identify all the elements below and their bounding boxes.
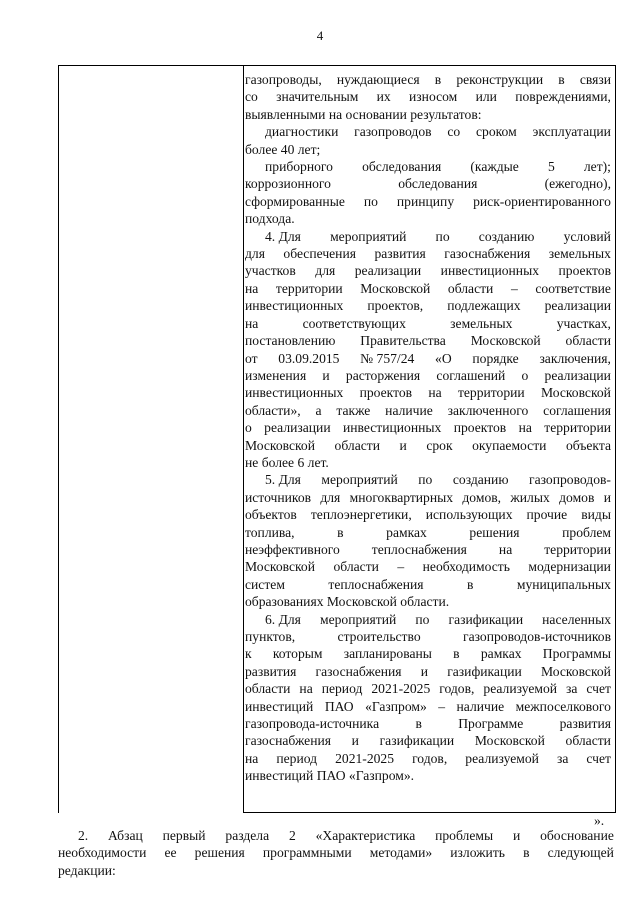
word: по <box>363 193 378 209</box>
table-column-divider <box>243 66 244 813</box>
word: газоснабжения <box>315 663 402 679</box>
word: земельных <box>450 315 513 331</box>
word: и <box>420 663 429 679</box>
word: газификации <box>448 611 524 627</box>
word: в <box>466 576 474 592</box>
word: обследования <box>398 176 478 192</box>
word: первый <box>162 828 206 843</box>
word: Московской <box>360 280 431 296</box>
text-line <box>245 732 611 749</box>
table-cell-text <box>245 71 611 785</box>
word: систем <box>245 576 285 592</box>
word: источников <box>245 489 312 505</box>
word: газоснабжения <box>245 733 332 749</box>
word: 6. Для <box>265 611 301 627</box>
word: подхода. <box>245 211 295 227</box>
text-line <box>245 210 611 227</box>
word: развития <box>374 246 426 262</box>
text-line <box>58 862 614 879</box>
text-line <box>245 175 611 192</box>
word: неэффективного <box>245 541 340 557</box>
word: необходимости <box>58 845 147 861</box>
word: 4. Для <box>265 228 301 244</box>
word: «О <box>435 350 452 366</box>
word: реализуемой <box>483 681 558 697</box>
word: и <box>351 733 359 749</box>
text-line <box>245 593 611 610</box>
word: реализуемой <box>465 750 539 766</box>
word: со <box>447 124 461 140</box>
word: соответствие <box>535 280 611 296</box>
word: объектов <box>245 507 297 523</box>
word: домов, <box>462 489 502 505</box>
word: износом <box>409 89 458 105</box>
word: территории <box>275 280 343 296</box>
text-line <box>245 680 611 697</box>
word: раздела <box>225 828 270 843</box>
word: инвестиционных <box>440 263 540 279</box>
word: ее <box>164 845 177 861</box>
word: выявленными на основании результатов: <box>245 106 482 122</box>
word: более 40 лет; <box>245 141 321 157</box>
word: редакции: <box>58 862 116 878</box>
word: связи <box>579 72 611 87</box>
word: объекта <box>565 437 611 453</box>
word: необходимость <box>422 559 510 575</box>
text-line <box>245 698 611 715</box>
word: о <box>245 420 252 436</box>
word: приборного <box>265 159 333 175</box>
word: за <box>556 750 569 766</box>
word: и <box>322 367 330 383</box>
word: методами» <box>369 845 433 861</box>
word: срок <box>426 437 453 453</box>
word: газификации <box>447 663 522 679</box>
word: обследования <box>362 159 442 175</box>
text-line <box>58 827 614 844</box>
word: мероприятий <box>321 472 398 488</box>
text-line <box>245 141 611 158</box>
word: счет <box>586 750 611 766</box>
word: проектов, <box>367 298 424 314</box>
word: теплоснабжения <box>328 576 424 592</box>
text-line <box>245 524 611 541</box>
word: Московской <box>540 663 611 679</box>
word: «Характеристика <box>315 828 416 843</box>
word: на <box>498 541 513 557</box>
word: для <box>315 263 336 279</box>
word: Московской <box>474 733 545 749</box>
text-line <box>245 350 611 367</box>
word: для <box>320 489 341 505</box>
word: области <box>565 733 611 749</box>
word: Программы <box>542 646 611 662</box>
word: реализации <box>544 367 611 383</box>
word: инвестиционных <box>245 385 344 401</box>
text-line <box>245 471 611 488</box>
text-line <box>245 715 611 732</box>
text-line <box>245 245 611 262</box>
word: топлива, <box>245 524 295 540</box>
word: проблемы <box>435 828 494 843</box>
word: в <box>453 646 460 662</box>
word: обоснование <box>540 828 614 843</box>
word: заключения, <box>539 350 611 366</box>
word: «Газпром» <box>365 698 427 714</box>
word: инвестиций <box>245 698 314 714</box>
word: в <box>337 524 344 540</box>
text-line <box>245 506 611 523</box>
word: мероприятий <box>319 611 397 627</box>
word: значительным <box>276 89 359 105</box>
word: на <box>299 681 313 697</box>
word: 5 <box>547 159 555 175</box>
word: годов, <box>439 681 475 697</box>
word: счет <box>586 681 611 697</box>
word: соответствующих <box>302 315 406 331</box>
text-line <box>245 158 611 175</box>
word: Программе <box>458 716 524 732</box>
word: или <box>475 89 497 105</box>
text-line <box>245 297 611 314</box>
body-paragraph <box>58 827 614 879</box>
word: использующих <box>425 507 513 523</box>
word: обеспечения <box>283 246 356 262</box>
word: реализации <box>264 420 331 436</box>
word: коррозионного <box>245 176 331 192</box>
word: 2 <box>288 828 296 843</box>
word: – <box>438 698 446 714</box>
word: – <box>510 280 518 296</box>
word: пунктов, <box>245 629 296 644</box>
word: не более 6 лет. <box>245 454 329 470</box>
word: постановлению <box>245 333 336 349</box>
word: (ежегодно), <box>544 176 611 192</box>
word: газификации <box>379 733 455 749</box>
word: нуждающиеся <box>336 72 420 87</box>
word: Правительства <box>360 333 446 349</box>
word: на <box>245 750 259 766</box>
word: порядке <box>472 350 519 366</box>
word: области <box>333 559 379 575</box>
page-number: 4 <box>316 28 324 43</box>
word: за <box>566 681 578 697</box>
word: в <box>558 72 565 87</box>
word: проектов <box>359 385 413 401</box>
word: для <box>245 246 265 262</box>
word: № 757/24 <box>360 350 415 366</box>
word: созданию <box>478 228 535 244</box>
word: по <box>415 611 430 627</box>
word: 5. Для <box>265 472 301 488</box>
word: соглашений <box>436 367 506 383</box>
text-line <box>245 437 611 454</box>
text-line <box>58 844 614 861</box>
word: Московской <box>245 559 315 575</box>
word: домов <box>559 489 595 505</box>
word: подлежащих <box>447 298 521 314</box>
word: инвестиционных <box>245 298 344 314</box>
word: населенных <box>542 611 611 627</box>
word: период <box>276 750 318 766</box>
word: период <box>321 681 363 697</box>
word: Московской <box>245 437 315 453</box>
word: со <box>245 89 258 105</box>
word: 2021-2025 <box>335 750 395 766</box>
word: мероприятий <box>330 228 407 244</box>
word: повреждениями, <box>515 89 611 105</box>
text-line <box>245 384 611 401</box>
word: области <box>565 333 611 349</box>
word: условий <box>563 228 611 244</box>
word: прочие <box>526 507 568 523</box>
word: окупаемости <box>472 437 547 453</box>
word: проектов <box>558 263 611 279</box>
word: запланированы <box>343 646 432 662</box>
word: принципу <box>396 193 455 209</box>
word: Абзац <box>108 828 143 843</box>
word: реализации <box>354 263 422 279</box>
word: годов, <box>412 750 448 766</box>
word: риск-ориентированного <box>473 193 611 209</box>
word: участков <box>245 263 296 279</box>
word: от <box>245 350 258 366</box>
word: и <box>603 489 611 505</box>
word: газопроводов <box>354 124 432 140</box>
word: к <box>245 646 252 662</box>
word: 2. <box>78 828 89 843</box>
text-line <box>245 123 611 140</box>
word: на <box>428 385 442 401</box>
word: теплоснабжения <box>371 541 467 557</box>
text-line <box>245 106 611 123</box>
word: диагностики <box>265 124 339 140</box>
text-line <box>245 280 611 297</box>
word: а <box>315 402 322 418</box>
document-table <box>58 65 616 813</box>
word: ПАО <box>324 698 354 714</box>
text-line <box>245 645 611 662</box>
word: и <box>512 828 521 843</box>
text-line <box>245 489 611 506</box>
word: заключенного <box>447 402 529 418</box>
word: решения <box>194 845 245 861</box>
text-line <box>245 558 611 575</box>
word: эксплуатации <box>532 124 611 140</box>
word: газоснабжения <box>444 246 531 262</box>
text-line <box>245 454 611 471</box>
text-line <box>245 367 611 384</box>
word: строительство <box>337 629 421 644</box>
word: изменения <box>245 367 307 383</box>
word: инвестиционных <box>342 420 442 436</box>
word: земельных <box>548 246 611 262</box>
word: проблем <box>562 524 611 540</box>
word: следующей <box>547 845 614 861</box>
word: 03.09.2015 <box>278 350 340 366</box>
word: изложить <box>450 845 505 861</box>
word: образованиях Московской области. <box>245 594 450 610</box>
word: участках, <box>556 315 611 331</box>
word: газопровода-источника <box>245 716 380 732</box>
word: рамках <box>386 524 427 540</box>
table-bottom-border <box>243 812 616 813</box>
word: модернизации <box>528 559 611 575</box>
word: теплоэнергетики, <box>310 507 412 523</box>
word: рамках <box>480 646 522 662</box>
word: муниципальных <box>516 576 611 592</box>
word: в <box>415 716 422 732</box>
word: по <box>418 472 433 488</box>
word: также <box>336 402 371 418</box>
word: реализации <box>544 298 611 314</box>
word: программными <box>262 845 352 861</box>
word: многоквартирных <box>349 489 454 505</box>
word: сформированные <box>245 193 345 209</box>
word: в <box>523 845 530 861</box>
word: соглашения <box>543 402 611 418</box>
word: их <box>376 89 391 105</box>
text-line <box>245 193 611 210</box>
text-line <box>245 628 611 645</box>
word: решения <box>469 524 520 540</box>
word: газопроводы, <box>245 72 322 87</box>
text-line <box>245 402 611 419</box>
word: на <box>245 280 259 296</box>
text-line <box>245 315 611 332</box>
text-line <box>245 750 611 767</box>
text-line <box>245 767 611 784</box>
word: области <box>245 681 291 697</box>
word: развития <box>559 716 611 732</box>
word: (каждые <box>470 159 519 175</box>
text-line <box>245 419 611 436</box>
word: по <box>435 228 450 244</box>
text-line <box>245 262 611 279</box>
word: наличие <box>385 402 433 418</box>
word: Московской <box>540 385 611 401</box>
word: реконструкции <box>456 72 544 87</box>
text-line <box>245 541 611 558</box>
word: газопроводов- <box>529 472 611 488</box>
word: лет); <box>583 159 611 175</box>
text-line <box>245 332 611 349</box>
word: территории <box>544 541 611 557</box>
word: области <box>334 437 380 453</box>
text-line <box>245 88 611 105</box>
word: области», <box>245 402 301 418</box>
word: жилых <box>510 489 550 505</box>
word: созданию <box>452 472 509 488</box>
text-line <box>245 576 611 593</box>
text-line <box>245 663 611 680</box>
word: о <box>521 367 529 383</box>
word: межпоселкового <box>515 698 611 714</box>
word: проектов <box>453 420 507 436</box>
closing-quote-mark: ». <box>594 813 605 828</box>
word: в <box>434 72 442 87</box>
text-line <box>245 228 611 245</box>
word: инвестиций ПАО «Газпром». <box>245 768 415 784</box>
word: и <box>399 437 407 453</box>
word: расторжения <box>345 367 421 383</box>
word: Московской <box>470 333 541 349</box>
text-line <box>245 611 611 628</box>
word: которым <box>272 646 323 662</box>
word: развития <box>245 663 297 679</box>
word: сроком <box>476 124 517 140</box>
word: – <box>397 559 405 575</box>
word: области <box>447 280 494 296</box>
word: газопроводов-источников <box>463 629 611 644</box>
word: на <box>518 420 532 436</box>
word: наличие <box>456 698 505 714</box>
word: территории <box>457 385 525 401</box>
word: 2021-2025 <box>371 681 431 697</box>
word: территории <box>544 420 611 436</box>
text-line <box>245 71 611 88</box>
word: виды <box>581 507 611 523</box>
word: на <box>245 315 259 331</box>
